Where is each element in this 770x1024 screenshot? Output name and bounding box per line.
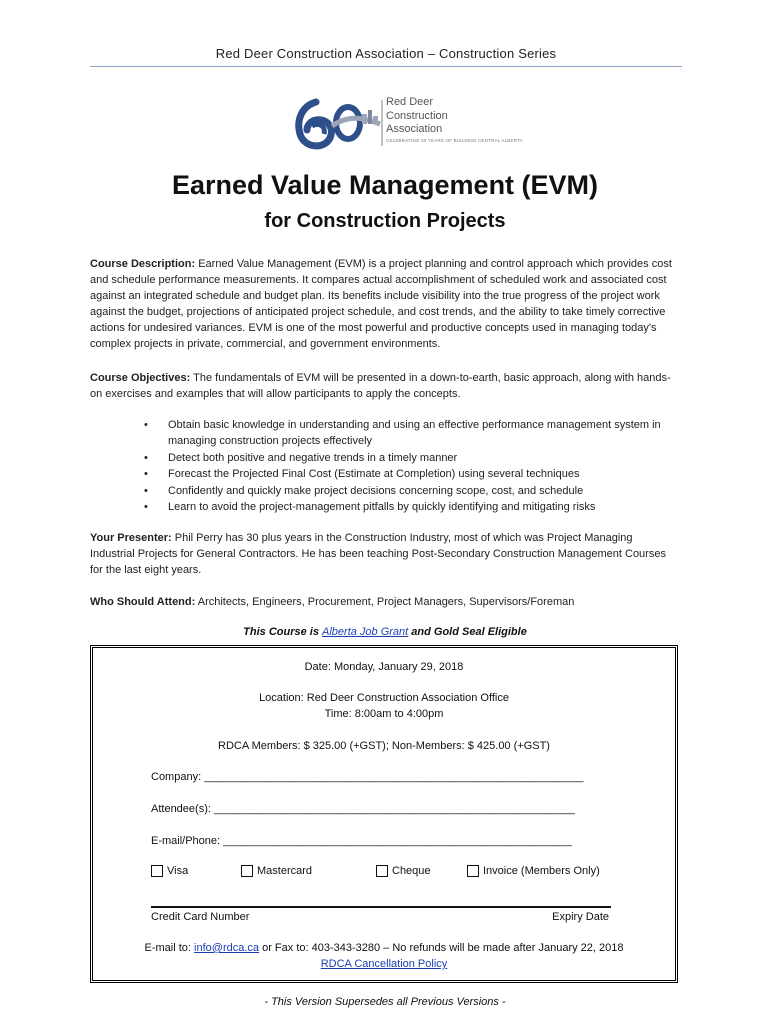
audience-section	[90, 594, 680, 610]
visa-label: Visa	[167, 865, 189, 877]
logo-line-2: Construction	[386, 109, 448, 122]
email-link[interactable]: info@rdca.ca	[194, 942, 260, 954]
cheque-label: Cheque	[392, 865, 431, 877]
list-item: • Confidently and quickly make project decisions concerning scope, cost, and schedule	[90, 483, 680, 499]
attend-text: Architects, Engineers, Procurement, Project Managers, Supervisors/Foreman	[197, 596, 575, 608]
presenter-text: Phil Perry has 30 plus years in the Construction Industry, most of which was Project Managing Industrial Projects for General Contractors. He has been teaching Post-Secondary Construction Management Courses for the last eight years.	[90, 532, 666, 576]
page-title: Earned Value Management (EVM)	[171, 170, 599, 200]
logo-line-3: Association	[386, 123, 443, 135]
series-header: Red Deer Construction Association – Construction Series	[215, 46, 557, 61]
checkbox-icon	[467, 865, 479, 877]
presenter-section	[90, 530, 680, 578]
list-item: • Forecast the Projected Final Cost (Estimate at Completion) using several techniques	[90, 466, 680, 482]
list-item: • Detect both positive and negative trends in a timely manner	[90, 450, 680, 466]
email-prefix: E-mail to:	[144, 942, 191, 954]
alberta-job-grant-link[interactable]: Alberta Job Grant	[322, 626, 409, 638]
course-objectives	[90, 370, 680, 402]
mastercard-label: Mastercard	[257, 865, 313, 877]
description-label: Course Description:	[90, 258, 196, 270]
presenter-label: Your Presenter:	[90, 532, 172, 544]
invoice-label: Invoice (Members Only)	[483, 865, 600, 877]
logo-wordmark	[386, 96, 448, 137]
logo-tagline: CELEBRATING 60 YEARS OF BUILDING CENTRAL ALBERTA	[386, 138, 523, 143]
checkbox-icon	[151, 865, 163, 877]
mastercard-checkbox[interactable]	[241, 865, 312, 877]
checkbox-icon	[241, 865, 253, 877]
header-divider	[90, 66, 682, 67]
eligibility-suffix: and Gold Seal Eligible	[411, 626, 527, 638]
expiry-label: Expiry Date	[552, 911, 609, 923]
objectives-label: Course Objectives:	[90, 372, 191, 384]
attend-label: Who Should Attend:	[90, 596, 196, 608]
cancellation-policy-link[interactable]: RDCA Cancellation Policy	[320, 958, 448, 970]
event-time: Time: 8:00am to 4:00pm	[324, 708, 444, 720]
list-item: • Obtain basic knowledge in understanding and using an effective performance management system in managing construction projects effectively	[90, 417, 680, 450]
objectives-text: The fundamentals of EVM will be presented in a down-to-earth, basic approach, along with hands-on exercises and examples that will allow participants to apply the concepts.	[90, 372, 671, 400]
description-text: Earned Value Management (EVM) is a project planning and control approach which provides cost and schedule performance measurements. It compares actual accomplishment of scheduled work and associated cost against an integrated schedule and budget plan. Its benefits include visibility into the true progress of the project work against the budget, projections of anticipated project schedule, and cost trends, and the ability to take timely corrective actions for undesired variances. EVM is one of the most powerful and productive concepts used in managing today's complex projects in private, commercial, and government environments.	[90, 258, 672, 350]
policy-line	[93, 958, 675, 970]
contact-line	[93, 942, 675, 954]
event-date: Date: Monday, January 29, 2018	[304, 661, 464, 673]
event-location: Location: Red Deer Construction Association Office	[259, 692, 509, 704]
page-subtitle: for Construction Projects	[264, 210, 506, 232]
invoice-checkbox[interactable]	[467, 865, 600, 877]
list-item: • Learn to avoid the project-management pitfalls by quickly identifying and mitigating risks	[90, 499, 680, 515]
credit-card-line[interactable]	[151, 906, 611, 908]
logo-line-1: Red Deer	[386, 96, 434, 108]
registration-form	[90, 645, 678, 983]
fax-text: or Fax to: 403-343-3280 – No refunds will be made after January 22, 2018	[262, 942, 624, 954]
credit-card-label: Credit Card Number	[151, 911, 250, 923]
eligibility-note	[0, 626, 770, 638]
email-phone-field[interactable]: E-mail/Phone: _________________________________________________________	[151, 835, 572, 847]
objectives-list	[90, 417, 680, 515]
eligibility-prefix: This Course is	[243, 626, 319, 638]
event-price: RDCA Members: $ 325.00 (+GST); Non-Members: $ 425.00 (+GST)	[218, 740, 550, 752]
cheque-checkbox[interactable]	[376, 865, 431, 877]
company-field[interactable]: Company: ______________________________________________________________	[151, 771, 584, 783]
attendee-field[interactable]: Attendee(s): ___________________________________________________________	[151, 803, 575, 815]
course-description	[90, 256, 680, 352]
version-footer: - This Version Supersedes all Previous Versions -	[264, 996, 506, 1008]
checkbox-icon	[376, 865, 388, 877]
visa-checkbox[interactable]	[151, 865, 188, 877]
